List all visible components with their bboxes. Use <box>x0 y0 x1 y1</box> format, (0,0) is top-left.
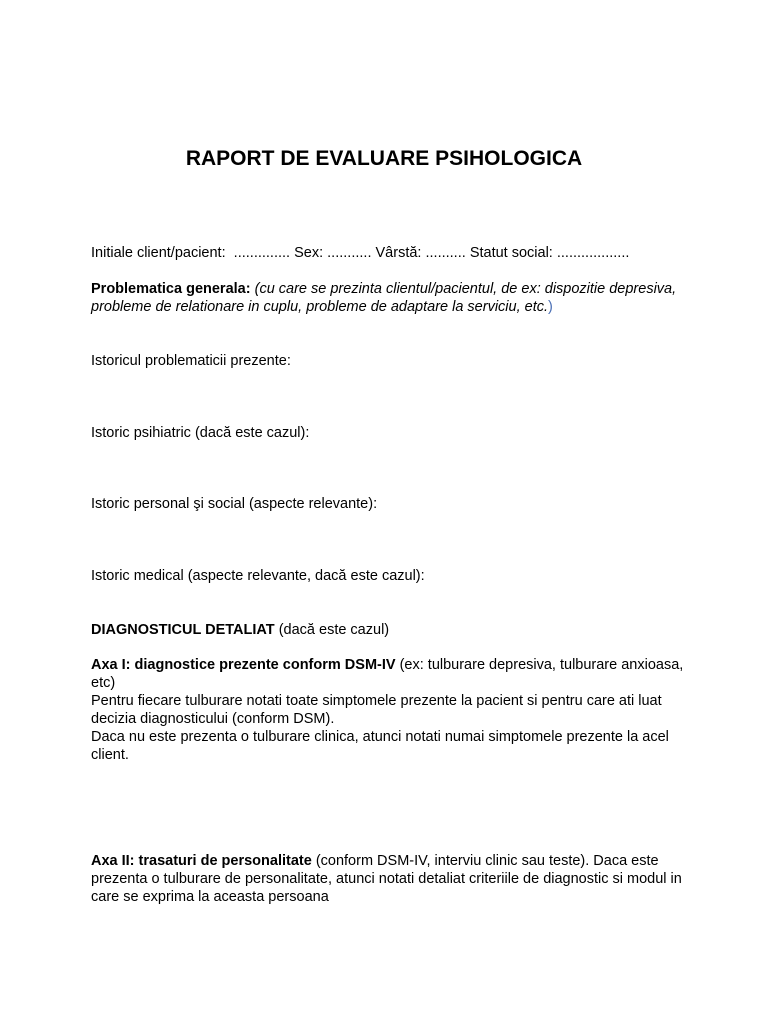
istoric-psihiatric: Istoric psihiatric (dacă este cazul): <box>91 425 310 441</box>
istoricul-problematicii: Istoricul problematicii prezente: <box>91 353 291 369</box>
social-status-value: .................. <box>556 245 630 261</box>
istoric-personal-social: Istoric personal şi social (aspecte relevante): <box>91 496 378 512</box>
problematica-text: (cu care se prezinta clientul/pacientul, de ex: dispozitie depresiva, probleme de relationare in cuplu, probleme de adaptare la serviciu, etc. <box>91 281 677 315</box>
axa1-section <box>91 656 691 764</box>
problematica-label: Problematica generala: <box>91 281 251 297</box>
diagnostic-heading <box>91 621 691 639</box>
axa1-label: Axa I: diagnostice prezente conform DSM-IV <box>91 657 396 673</box>
problematica-generala <box>91 280 691 316</box>
initials-value: .............. <box>233 245 291 261</box>
problematica-close: ) <box>548 299 553 315</box>
axa2-label: Axa II: trasaturi de personalitate <box>91 853 312 869</box>
axa1-example: (ex: tulburare depresiva, tulburare anxioasa, etc) <box>91 657 684 691</box>
istoric-medical: Istoric medical (aspecte relevante, dacă este cazul): <box>91 568 425 584</box>
age-label: Vârstă: <box>375 245 422 261</box>
axa2-section <box>91 852 691 906</box>
social-status-label: Statut social: <box>469 245 553 261</box>
sex-label: Sex: <box>294 245 324 261</box>
axa1-para1: Pentru fiecare tulburare notati toate simptomele prezente la pacient si pentru care ati luat decizia diagnosticului (conform DSM). <box>91 693 662 727</box>
axa1-heading <box>91 656 691 692</box>
diagnostic-label: DIAGNOSTICUL DETALIAT <box>91 622 275 638</box>
axa2-text: (conform DSM-IV, interviu clinic sau teste). Daca este prezenta o tulburare de personalitate, atunci notati detaliat criteriile de diagnostic si modul in care se exprima la aceasta persoana <box>91 853 682 905</box>
axa1-para2: Daca nu este prezenta o tulburare clinica, atunci notati numai simptomele prezente la acel client. <box>91 729 669 763</box>
initials-label: Initiale client/pacient: <box>91 245 226 261</box>
age-value: .......... <box>425 245 466 261</box>
sex-value: ........... <box>327 245 372 261</box>
client-info-line <box>91 244 691 262</box>
diagnostic-note: (dacă este cazul) <box>274 622 390 638</box>
document-title: RAPORT DE EVALUARE PSIHOLOGICA <box>185 147 583 170</box>
